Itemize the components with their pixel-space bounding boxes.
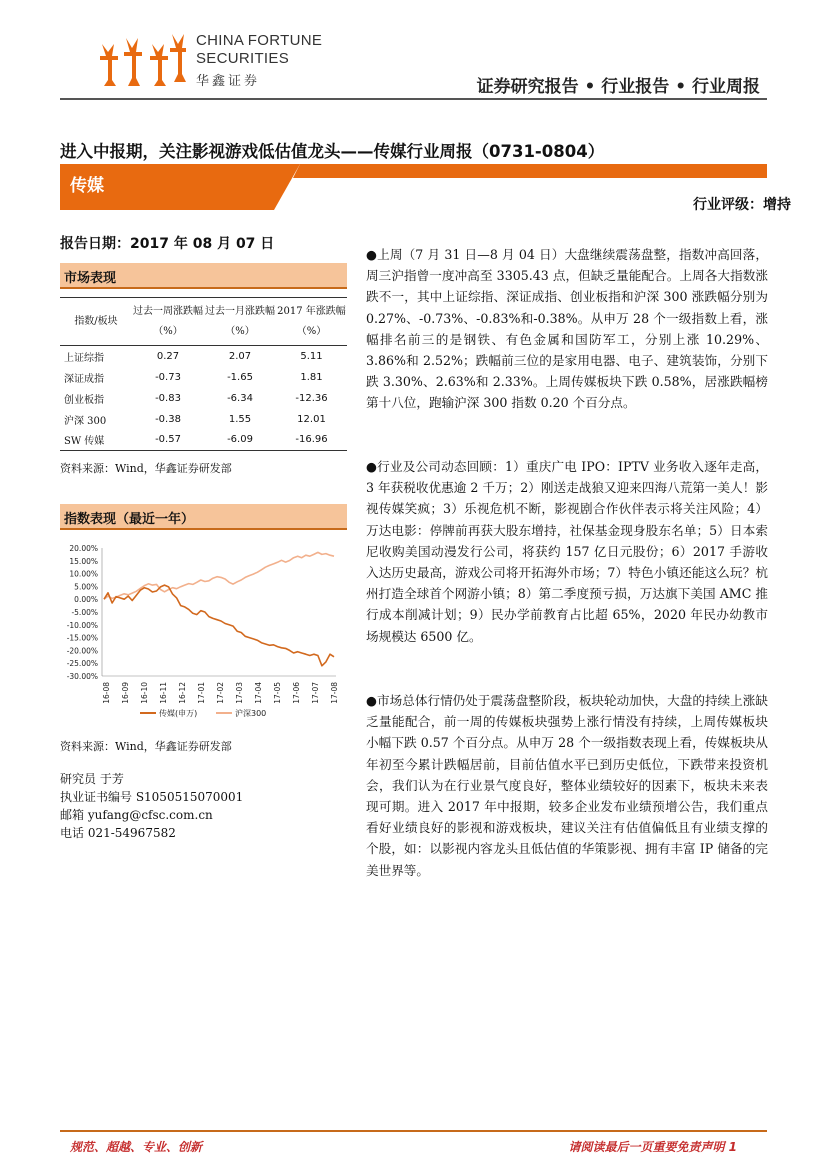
summary-paragraph-outlook: ●市场总体行情仍处于震荡盘整阶段，板块轮动加快，大盘的持续上涨缺乏量能配合，前一周的传媒板块强势上涨行情没有持续，上周传媒板块小幅下跌 0.57 个百分点。从申万 28 个一级指数表现上看，传媒板块从年初至今累计跌幅居前，目前估值水平已到历史低位，下跌带来投资机会，我们认为在行业景气度良好，整体业绩较好的因素下，板块未来表现可期。进入 2017 年中报期，较多企业发布业绩预增公告，我们重点看好业绩良好的影视和游戏板块，建议关注有估值偏低且有业绩支撑的个股，如：以影视内容龙头且低估值的华策影视、拥有丰富 IP 储备的完美世界等。 bbox=[366, 693, 768, 878]
table-cell: -12.36 bbox=[295, 392, 328, 404]
table-cell: -0.83 bbox=[155, 392, 181, 404]
table-row bbox=[60, 346, 347, 367]
table-cell: 深证成指 bbox=[64, 373, 104, 385]
table-cell: 2.07 bbox=[228, 350, 252, 362]
x-tick-label: 17-07 bbox=[311, 682, 320, 704]
table-row bbox=[60, 409, 347, 430]
report-type: 证券研究报告 • 行业报告 • 行业周报 bbox=[476, 77, 760, 97]
sector-name: 传媒 bbox=[70, 176, 104, 196]
report-date: 报告日期：2017 年 08 月 07 日 bbox=[60, 236, 275, 252]
y-tick-label: 20.00% bbox=[69, 544, 98, 553]
chart-source: 资料来源：Wind，华鑫证券研发部 bbox=[60, 740, 232, 753]
footer-motto: 规范、超越、专业、创新 bbox=[70, 1140, 203, 1154]
x-tick-label: 17-04 bbox=[254, 682, 263, 704]
y-tick-label: -5.00% bbox=[71, 608, 98, 617]
market-col-header: 2017 年涨跌幅（%） bbox=[277, 306, 346, 337]
report-title: 进入中报期，关注影视游戏低估值龙头——传媒行业周报（0731-0804） bbox=[60, 142, 605, 161]
table-cell: 1.81 bbox=[300, 371, 323, 383]
market-table bbox=[60, 297, 347, 451]
market-source: 资料来源：Wind，华鑫证券研发部 bbox=[60, 462, 232, 475]
analyst-name: 研究员 于芳 bbox=[60, 772, 124, 786]
brand-name-en-line2: SECURITIES bbox=[196, 50, 290, 67]
x-tick-label: 16-09 bbox=[121, 682, 130, 704]
brand-name-cn: 华鑫证券 bbox=[196, 74, 261, 89]
x-tick-label: 16-12 bbox=[178, 682, 187, 704]
series-line bbox=[104, 585, 334, 666]
legend-label: 传媒(申万) bbox=[159, 709, 198, 718]
y-tick-label: -15.00% bbox=[66, 633, 98, 643]
header-divider bbox=[60, 98, 767, 100]
market-section-heading bbox=[60, 263, 347, 289]
legend-label: 沪深300 bbox=[235, 709, 267, 718]
analyst-email: 邮箱 yufang@cfsc.com.cn bbox=[60, 808, 213, 822]
analyst-license: 执业证书编号 S1050515070001 bbox=[60, 790, 244, 804]
sector-band bbox=[60, 164, 767, 210]
sector-band-shape bbox=[60, 164, 767, 210]
market-heading-text: 市场表现 bbox=[64, 271, 117, 286]
y-tick-label: 0.00% bbox=[74, 595, 98, 605]
table-cell: SW 传媒 bbox=[64, 436, 105, 448]
x-tick-label: 16-11 bbox=[159, 682, 168, 704]
company-logo bbox=[96, 30, 336, 94]
table-cell: 0.27 bbox=[156, 350, 180, 362]
table-cell: -0.73 bbox=[155, 371, 181, 383]
x-tick-label: 17-02 bbox=[216, 682, 225, 704]
summary-paragraph-news: ●行业及公司动态回顾：1）重庆广电 IPO：IPTV 业务收入逐年走高，3 年获税收优惠逾 2 千万；2）刚送走战狼又迎来四海八荒第一美人！影视传媒笑疯；3）乐视危机不断，影视剧合作伙伴表示将关注风险；4）万达电影：停牌前再获大股东增持，社保基金现身股东名单；5）日本索尼收购美国动漫发行公司，将获约 157 亿日元股份；6）2017 手游收入达历史最高，游戏公司将开拓海外市场；7）特色小镇还能这么玩？杭州打造全球首个网游小镇；8）第二季度预亏损，万达旗下美国 AMC 推行成本削减计划；9）民办学前教育占比超 65%，2020 年民办幼教市场规模达 6500 亿。 bbox=[366, 459, 768, 644]
y-tick-label: -10.00% bbox=[66, 620, 98, 630]
footer-divider bbox=[60, 1130, 767, 1132]
table-cell: -0.38 bbox=[155, 413, 181, 425]
footer-disclaimer-note: 请阅读最后一页重要免责声明 1 bbox=[568, 1140, 737, 1154]
x-tick-label: 16-08 bbox=[102, 682, 111, 704]
table-cell: 1.55 bbox=[228, 413, 252, 425]
market-col-header: 指数/板块 bbox=[74, 316, 118, 327]
index-chart-svg bbox=[60, 538, 347, 728]
table-cell: -16.96 bbox=[295, 434, 328, 446]
table-cell: 创业板指 bbox=[64, 394, 104, 406]
brand-name-en-line1: CHINA FORTUNE bbox=[196, 32, 323, 49]
table-cell: 上证综指 bbox=[64, 352, 104, 364]
x-tick-label: 17-01 bbox=[197, 682, 206, 704]
table-cell: 5.11 bbox=[300, 350, 323, 362]
table-cell: 沪深 300 bbox=[64, 415, 107, 427]
table-row bbox=[60, 367, 347, 388]
table-cell: -1.65 bbox=[227, 371, 253, 383]
market-table-header bbox=[60, 298, 347, 346]
index-chart bbox=[60, 538, 347, 728]
x-tick-label: 17-05 bbox=[273, 682, 282, 704]
index-heading-text: 指数表现（最近一年） bbox=[64, 512, 195, 527]
y-tick-label: -30.00% bbox=[66, 672, 98, 681]
y-tick-label: -20.00% bbox=[66, 646, 98, 656]
y-tick-label: 10.00% bbox=[69, 569, 98, 579]
table-cell: -6.34 bbox=[227, 392, 253, 404]
company-logo-mark-icon bbox=[96, 30, 188, 88]
x-tick-label: 17-06 bbox=[292, 682, 301, 704]
table-cell: -0.57 bbox=[155, 434, 181, 446]
analyst-info bbox=[60, 770, 243, 842]
y-tick-label: -25.00% bbox=[66, 659, 98, 669]
summary-paragraph-market: ●上周（7 月 31 日—8 月 04 日）大盘继续震荡盘整，指数冲高回落，周三沪指曾一度冲高至 3305.43 点，但缺乏量能配合。上周各大指数涨跌不一，其中上证综指、深证成指、创业板指和沪深 300 涨跌幅分别为 0.27%、-0.73%、-0.83%和-0.38%。从申万 28 个一级指数上看，涨幅排名前三的是钢铁、有色金属和国防军工，分别上涨 10.29%、3.86%和 2.52%；跌幅前三位的是家用电器、电子、建筑装饰，分别下跌 3.30%、2.63%和 2.33%。上周传媒板块下跌 0.58%，居涨跌幅榜第十八位，跑输沪深 300 指数 0.20 个百分点。 bbox=[366, 247, 768, 411]
table-row bbox=[60, 388, 347, 409]
table-cell: 12.01 bbox=[297, 413, 326, 425]
y-tick-label: 5.00% bbox=[74, 582, 98, 592]
table-row bbox=[60, 430, 347, 451]
x-tick-label: 16-10 bbox=[140, 682, 149, 704]
x-tick-label: 17-03 bbox=[235, 682, 244, 704]
industry-rating: 行业评级：增持 bbox=[693, 197, 791, 213]
market-col-header: 过去一周涨跌幅（%） bbox=[133, 306, 203, 337]
x-tick-label: 17-08 bbox=[330, 682, 339, 704]
analyst-phone: 电话 021-54967582 bbox=[60, 826, 176, 840]
table-cell: -6.09 bbox=[227, 434, 253, 446]
y-tick-label: 15.00% bbox=[69, 556, 98, 566]
market-col-header: 过去一月涨跌幅（%） bbox=[205, 306, 275, 337]
index-section-heading bbox=[60, 504, 347, 530]
